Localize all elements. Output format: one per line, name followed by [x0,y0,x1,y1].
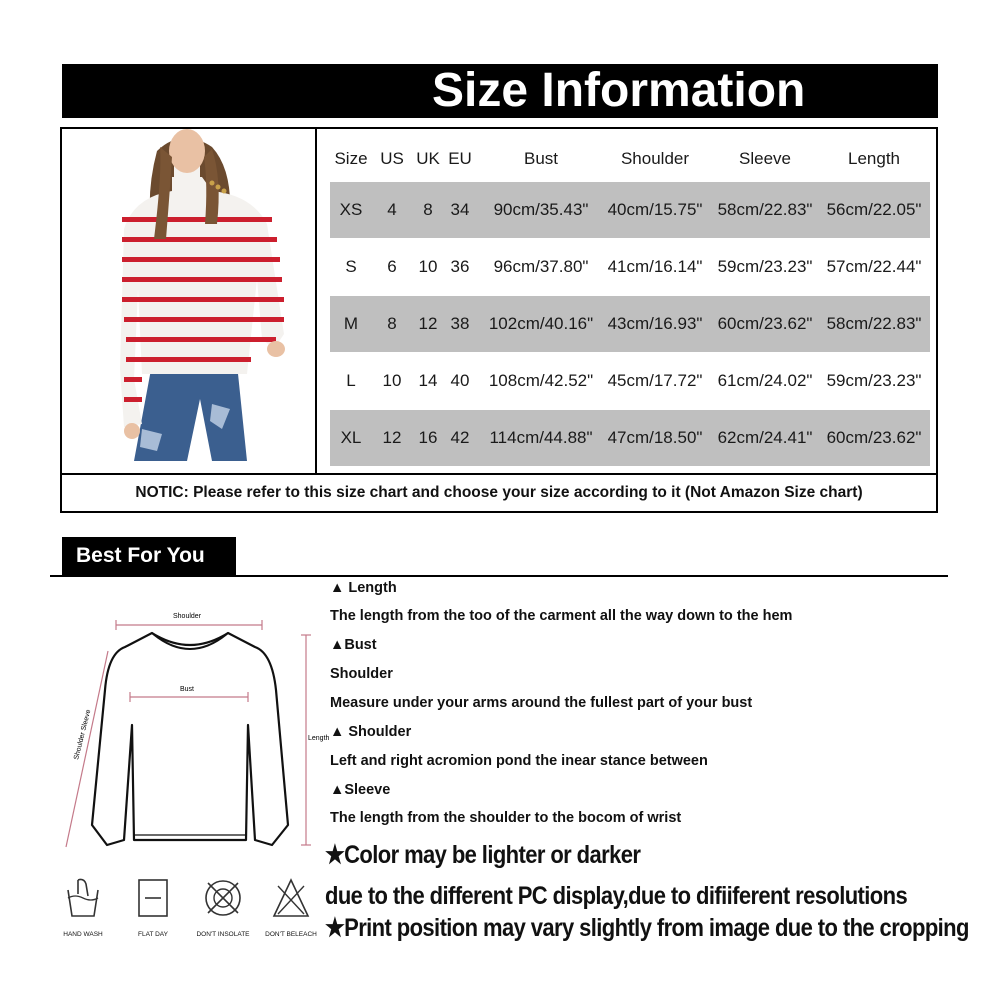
header-shoulder: Shoulder [620,149,690,168]
diagram-shoulder-label: Shoulder [173,613,202,620]
table-row [330,410,930,466]
cell-uk: 16 [418,428,438,447]
diagram-bust-label: Bust [180,686,195,693]
cell-size: S [345,257,357,276]
shoulder-description: Left and right acromion pond the inear stance between [330,753,708,769]
hand-wash-icon [48,876,118,925]
diagram-sleeve-label: Shoulder Sleeve [73,708,93,761]
table-row [330,353,930,409]
cell-us: 10 [382,371,402,390]
print-note: ★Print position may vary slightly from image due to the cropping [325,913,969,942]
cell-length: 57cm/22.44" [826,257,922,276]
do-not-bleach-icon [256,876,326,925]
cell-bust: 102cm/40.16" [488,314,594,333]
section-divider [50,575,948,577]
flat-dry-icon [118,876,188,925]
cell-shoulder: 41cm/16.14" [607,257,703,276]
table-row [330,296,930,352]
table-row [330,239,930,295]
cell-size: M [343,314,359,333]
care-label-flat-dry: FLAT DAY [138,931,168,938]
cell-shoulder: 47cm/18.50" [607,428,703,447]
title-bar [62,64,938,118]
color-note: ★Color may be lighter or darker [325,840,641,869]
cell-uk: 10 [418,257,438,276]
header-uk: UK [416,149,440,168]
sleeve-description: The length from the shoulder to the bocom of wrist [330,810,682,826]
cell-size: XS [339,200,363,219]
header-length: Length [848,149,900,168]
cell-eu: 40 [450,371,470,390]
size-notice: NOTIC: Please refer to this size chart and choose your size according to it (Not Amazon Size chart) [62,473,936,511]
care-label-hand-wash: HAND WASH [63,931,103,938]
measurement-diagram [50,595,335,870]
cell-shoulder: 45cm/17.72" [607,371,703,390]
cell-sleeve: 61cm/24.02" [717,371,813,390]
cell-eu: 38 [450,314,470,333]
cell-eu: 42 [450,428,470,447]
care-label-bleach: DON'T BELEACH [265,931,317,938]
cell-bust: 114cm/44.88" [489,428,593,447]
cell-length: 60cm/23.62" [826,428,922,447]
cell-size: XL [340,428,362,447]
cell-bust: 108cm/42.52" [488,371,594,390]
cell-bust: 90cm/35.43" [493,200,589,219]
cell-length: 56cm/22.05" [826,200,922,219]
header-size: Size [334,149,368,168]
shoulder-heading: ▲ Shoulder [330,724,412,740]
length-description: The length from the too of the carment all the way down to the hem [330,608,793,624]
header-eu: EU [448,149,472,168]
cell-bust: 96cm/37.80" [493,257,589,276]
model-image [62,129,315,475]
cell-us: 4 [387,200,397,219]
cell-uk: 12 [418,314,438,333]
cell-shoulder: 43cm/16.93" [607,314,703,333]
do-not-insolate-icon [188,876,258,925]
care-label-insolate: DON'T INSOLATE [196,931,250,938]
cell-length: 59cm/23.23" [826,371,922,390]
length-heading: ▲ Length [330,580,397,596]
table-row [330,182,930,238]
page-title: Size Information [432,64,806,117]
shoulder-subheading: Shoulder [330,666,393,682]
cell-size: L [346,371,356,390]
header-bust: Bust [523,149,559,168]
cell-uk: 14 [418,371,438,390]
best-for-you-tab: Best For You [62,537,236,575]
bust-heading: ▲Bust [330,637,377,653]
cell-sleeve: 58cm/22.83" [717,200,813,219]
cell-sleeve: 60cm/23.62" [717,314,813,333]
cell-sleeve: 62cm/24.41" [717,428,813,447]
header-sleeve: Sleeve [739,149,791,168]
cell-us: 6 [387,257,397,276]
cell-sleeve: 59cm/23.23" [717,257,813,276]
sleeve-heading: ▲Sleeve [330,782,391,798]
diagram-length-label: Length [308,735,330,742]
display-note: due to the different PC display,due to difiiferent resolutions [325,881,908,910]
table-header [330,139,930,179]
cell-shoulder: 40cm/15.75" [607,200,703,219]
cell-us: 12 [382,428,402,447]
cell-eu: 36 [450,257,470,276]
cell-us: 8 [387,314,397,333]
header-us: US [380,149,404,168]
cell-uk: 8 [423,200,433,219]
model-photo [62,129,317,475]
cell-eu: 34 [450,200,470,219]
cell-length: 58cm/22.83" [826,314,922,333]
bust-description: Measure under your arms around the fullest part of your bust [330,695,753,711]
size-chart [60,127,938,513]
